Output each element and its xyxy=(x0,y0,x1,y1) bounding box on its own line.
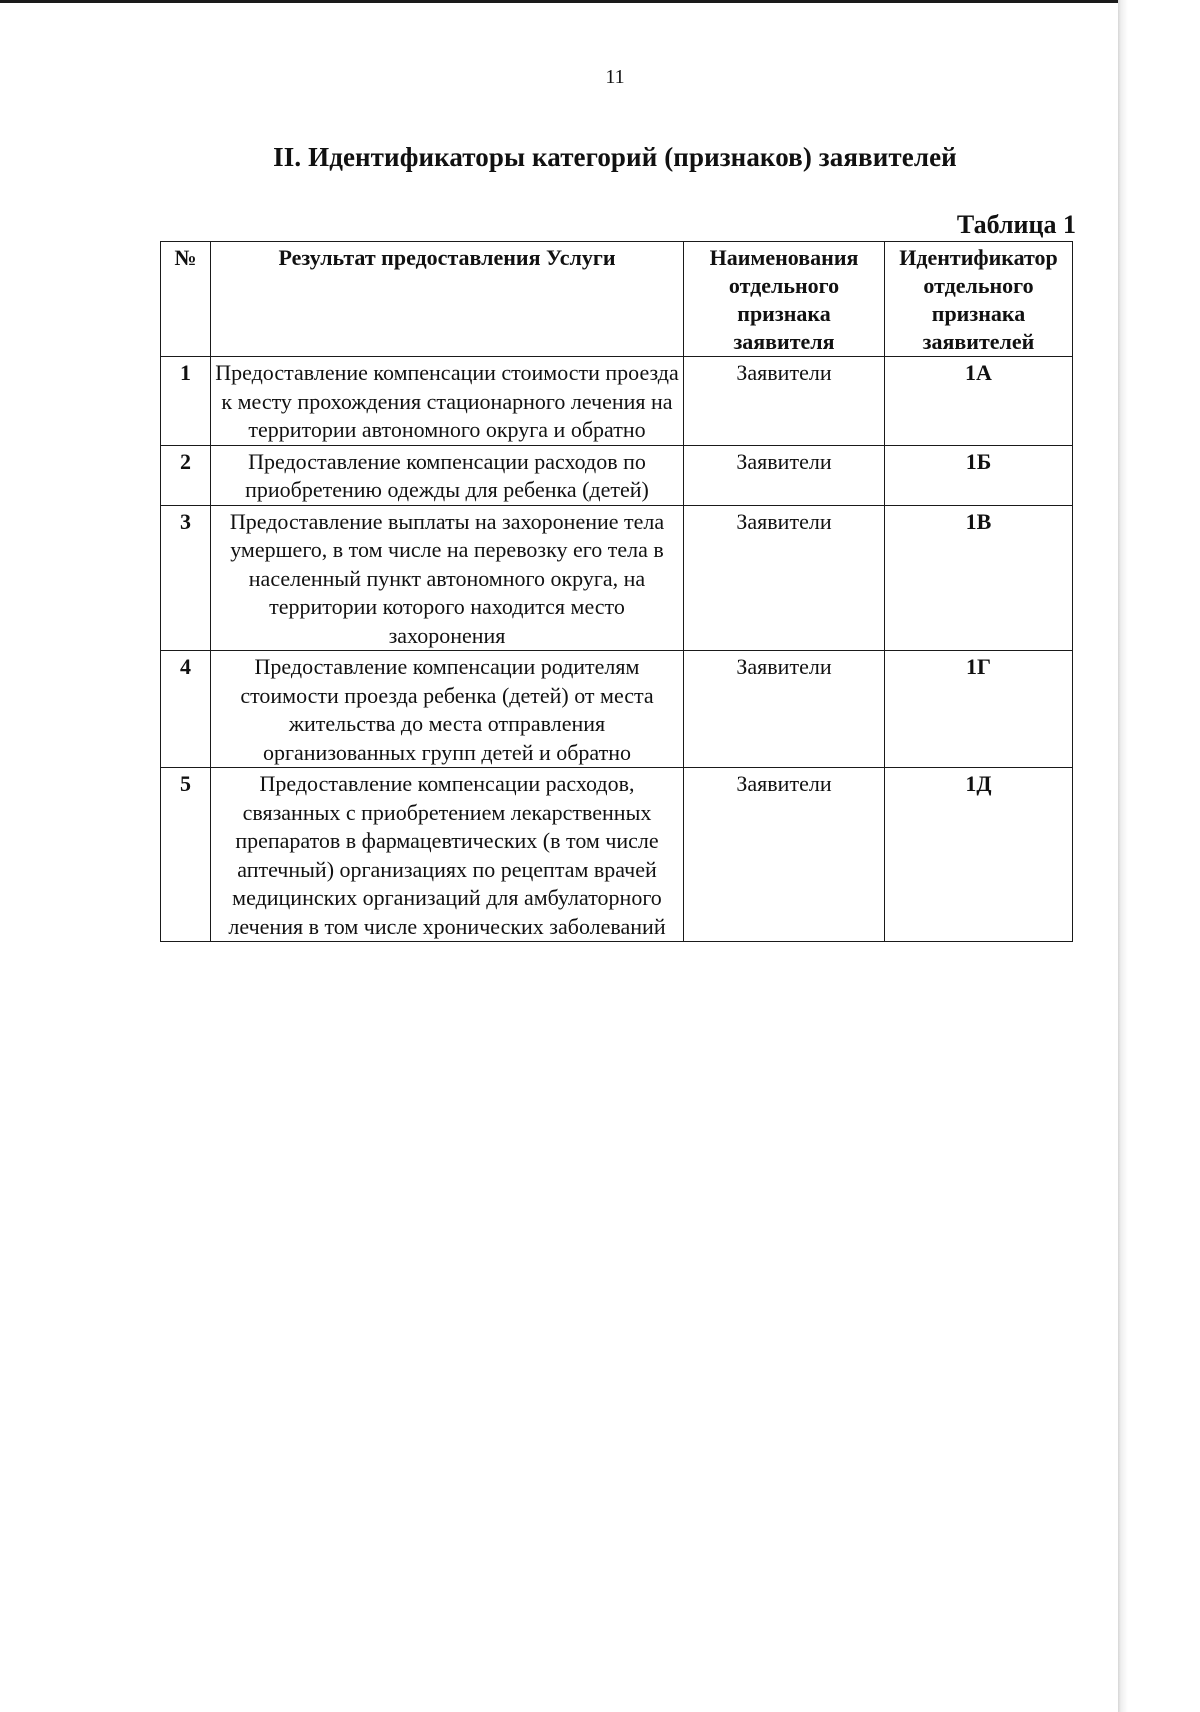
header-attribute-name: Наименования отдельного признака заявителя xyxy=(684,242,885,357)
table-caption: Таблица 1 xyxy=(956,210,1076,239)
row-result: Предоставление компенсации стоимости проезда к месту прохождения стационарного лечения на территории автономного округа и обратно xyxy=(211,357,684,446)
header-number: № xyxy=(161,242,211,357)
header-attribute-id: Идентификатор отдельного признака заявителей xyxy=(885,242,1073,357)
row-attribute-name: Заявители xyxy=(684,505,885,651)
table-row xyxy=(161,768,1073,942)
header-result: Результат предоставления Услуги xyxy=(211,242,684,357)
row-number: 1 xyxy=(161,357,211,446)
table-row xyxy=(161,651,1073,768)
section-heading: II. Идентификаторы категорий (признаков) заявителей xyxy=(273,142,957,172)
table-row xyxy=(161,445,1073,505)
row-attribute-id: 1Д xyxy=(885,768,1073,942)
table-row xyxy=(161,505,1073,651)
row-attribute-name: Заявители xyxy=(684,768,885,942)
row-attribute-id: 1Б xyxy=(885,445,1073,505)
scan-right-edge xyxy=(1118,0,1200,1712)
applicant-identifiers-table xyxy=(160,241,1073,942)
row-attribute-id: 1В xyxy=(885,505,1073,651)
row-number: 2 xyxy=(161,445,211,505)
page-top-edge xyxy=(0,0,1118,3)
table-header-row xyxy=(161,242,1073,357)
row-result: Предоставление компенсации расходов по приобретению одежды для ребенка (детей) xyxy=(211,445,684,505)
row-number: 5 xyxy=(161,768,211,942)
row-result: Предоставление выплаты на захоронение тела умершего, в том числе на перевозку его тела в населенный пункт автономного округа, на территории которого находится место захоронения xyxy=(211,505,684,651)
row-result: Предоставление компенсации расходов, связанных с приобретением лекарственных препаратов в фармацевтических (в том числе аптечный) организациях по рецептам врачей медицинских организаций для амбулаторного лечения в том числе хронических заболеваний xyxy=(211,768,684,942)
row-attribute-name: Заявители xyxy=(684,445,885,505)
row-attribute-id: 1Г xyxy=(885,651,1073,768)
row-number: 4 xyxy=(161,651,211,768)
row-result: Предоставление компенсации родителям стоимости проезда ребенка (детей) от места жительства до места отправления организованных групп детей и обратно xyxy=(211,651,684,768)
row-attribute-name: Заявители xyxy=(684,651,885,768)
table-row xyxy=(161,357,1073,446)
row-attribute-name: Заявители xyxy=(684,357,885,446)
page-number: 11 xyxy=(605,66,625,88)
row-attribute-id: 1А xyxy=(885,357,1073,446)
row-number: 3 xyxy=(161,505,211,651)
